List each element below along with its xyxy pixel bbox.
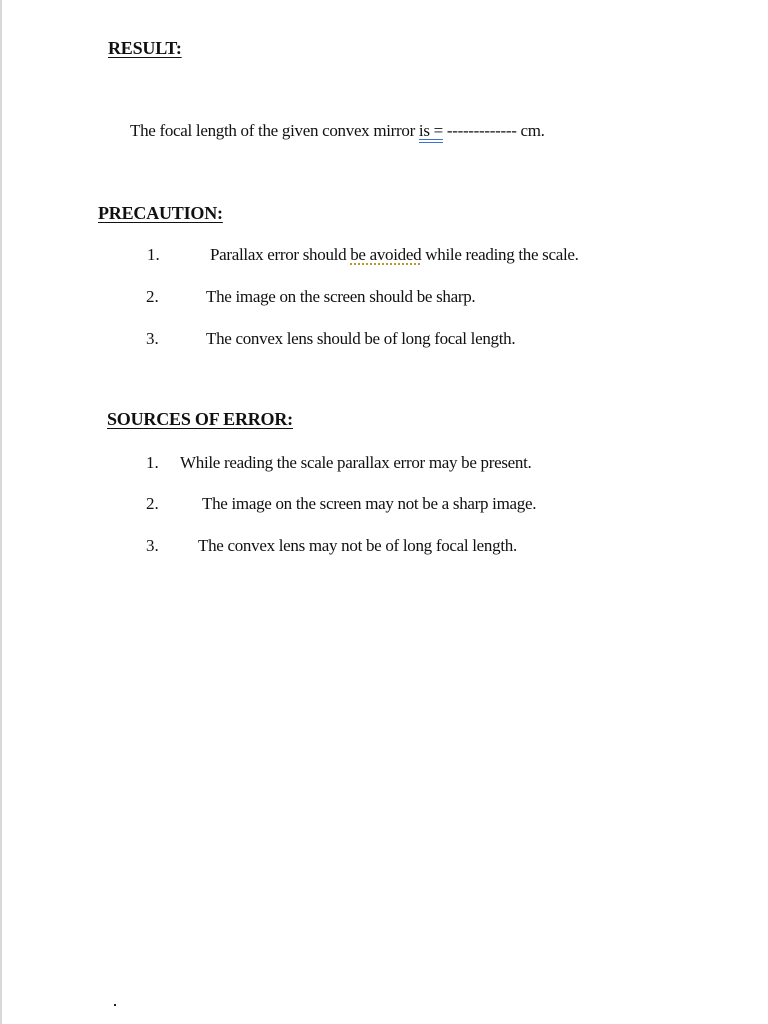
page-edge <box>0 0 2 1024</box>
error-item-number: 1. <box>146 453 159 472</box>
result-line-start: The focal length of the given convex mirror <box>130 121 419 140</box>
error-item-text: The convex lens may not be of long focal length. <box>198 536 517 555</box>
precaution-item-text: The convex lens should be of long focal length. <box>206 329 516 348</box>
result-line-end: ------------- cm. <box>442 121 545 140</box>
precaution-heading: PRECAUTION: <box>98 203 223 223</box>
error-item-text: While reading the scale parallax error may be present. <box>180 453 532 472</box>
error-item-text: The image on the screen may not be a sharp image. <box>202 494 537 513</box>
precaution-item-text-marked: be avoided <box>350 245 422 264</box>
stray-mark <box>114 1004 116 1006</box>
result-heading: RESULT: <box>108 38 182 58</box>
precaution-item-number: 2. <box>146 287 159 306</box>
precaution-item-number: 1. <box>147 245 160 264</box>
precaution-item-text-end: while reading the scale. <box>421 245 579 264</box>
result-line <box>130 121 545 141</box>
precaution-item-number: 3. <box>146 329 159 348</box>
precaution-item-text-start: Parallax error should <box>210 245 351 264</box>
precaution-item-text: The image on the screen should be sharp. <box>206 287 476 306</box>
sources-of-error-heading: SOURCES OF ERROR: <box>107 409 293 429</box>
precaution-item-text <box>210 245 579 265</box>
result-line-marked: is = <box>418 121 443 140</box>
error-item-number: 2. <box>146 494 159 513</box>
error-item-number: 3. <box>146 536 159 555</box>
